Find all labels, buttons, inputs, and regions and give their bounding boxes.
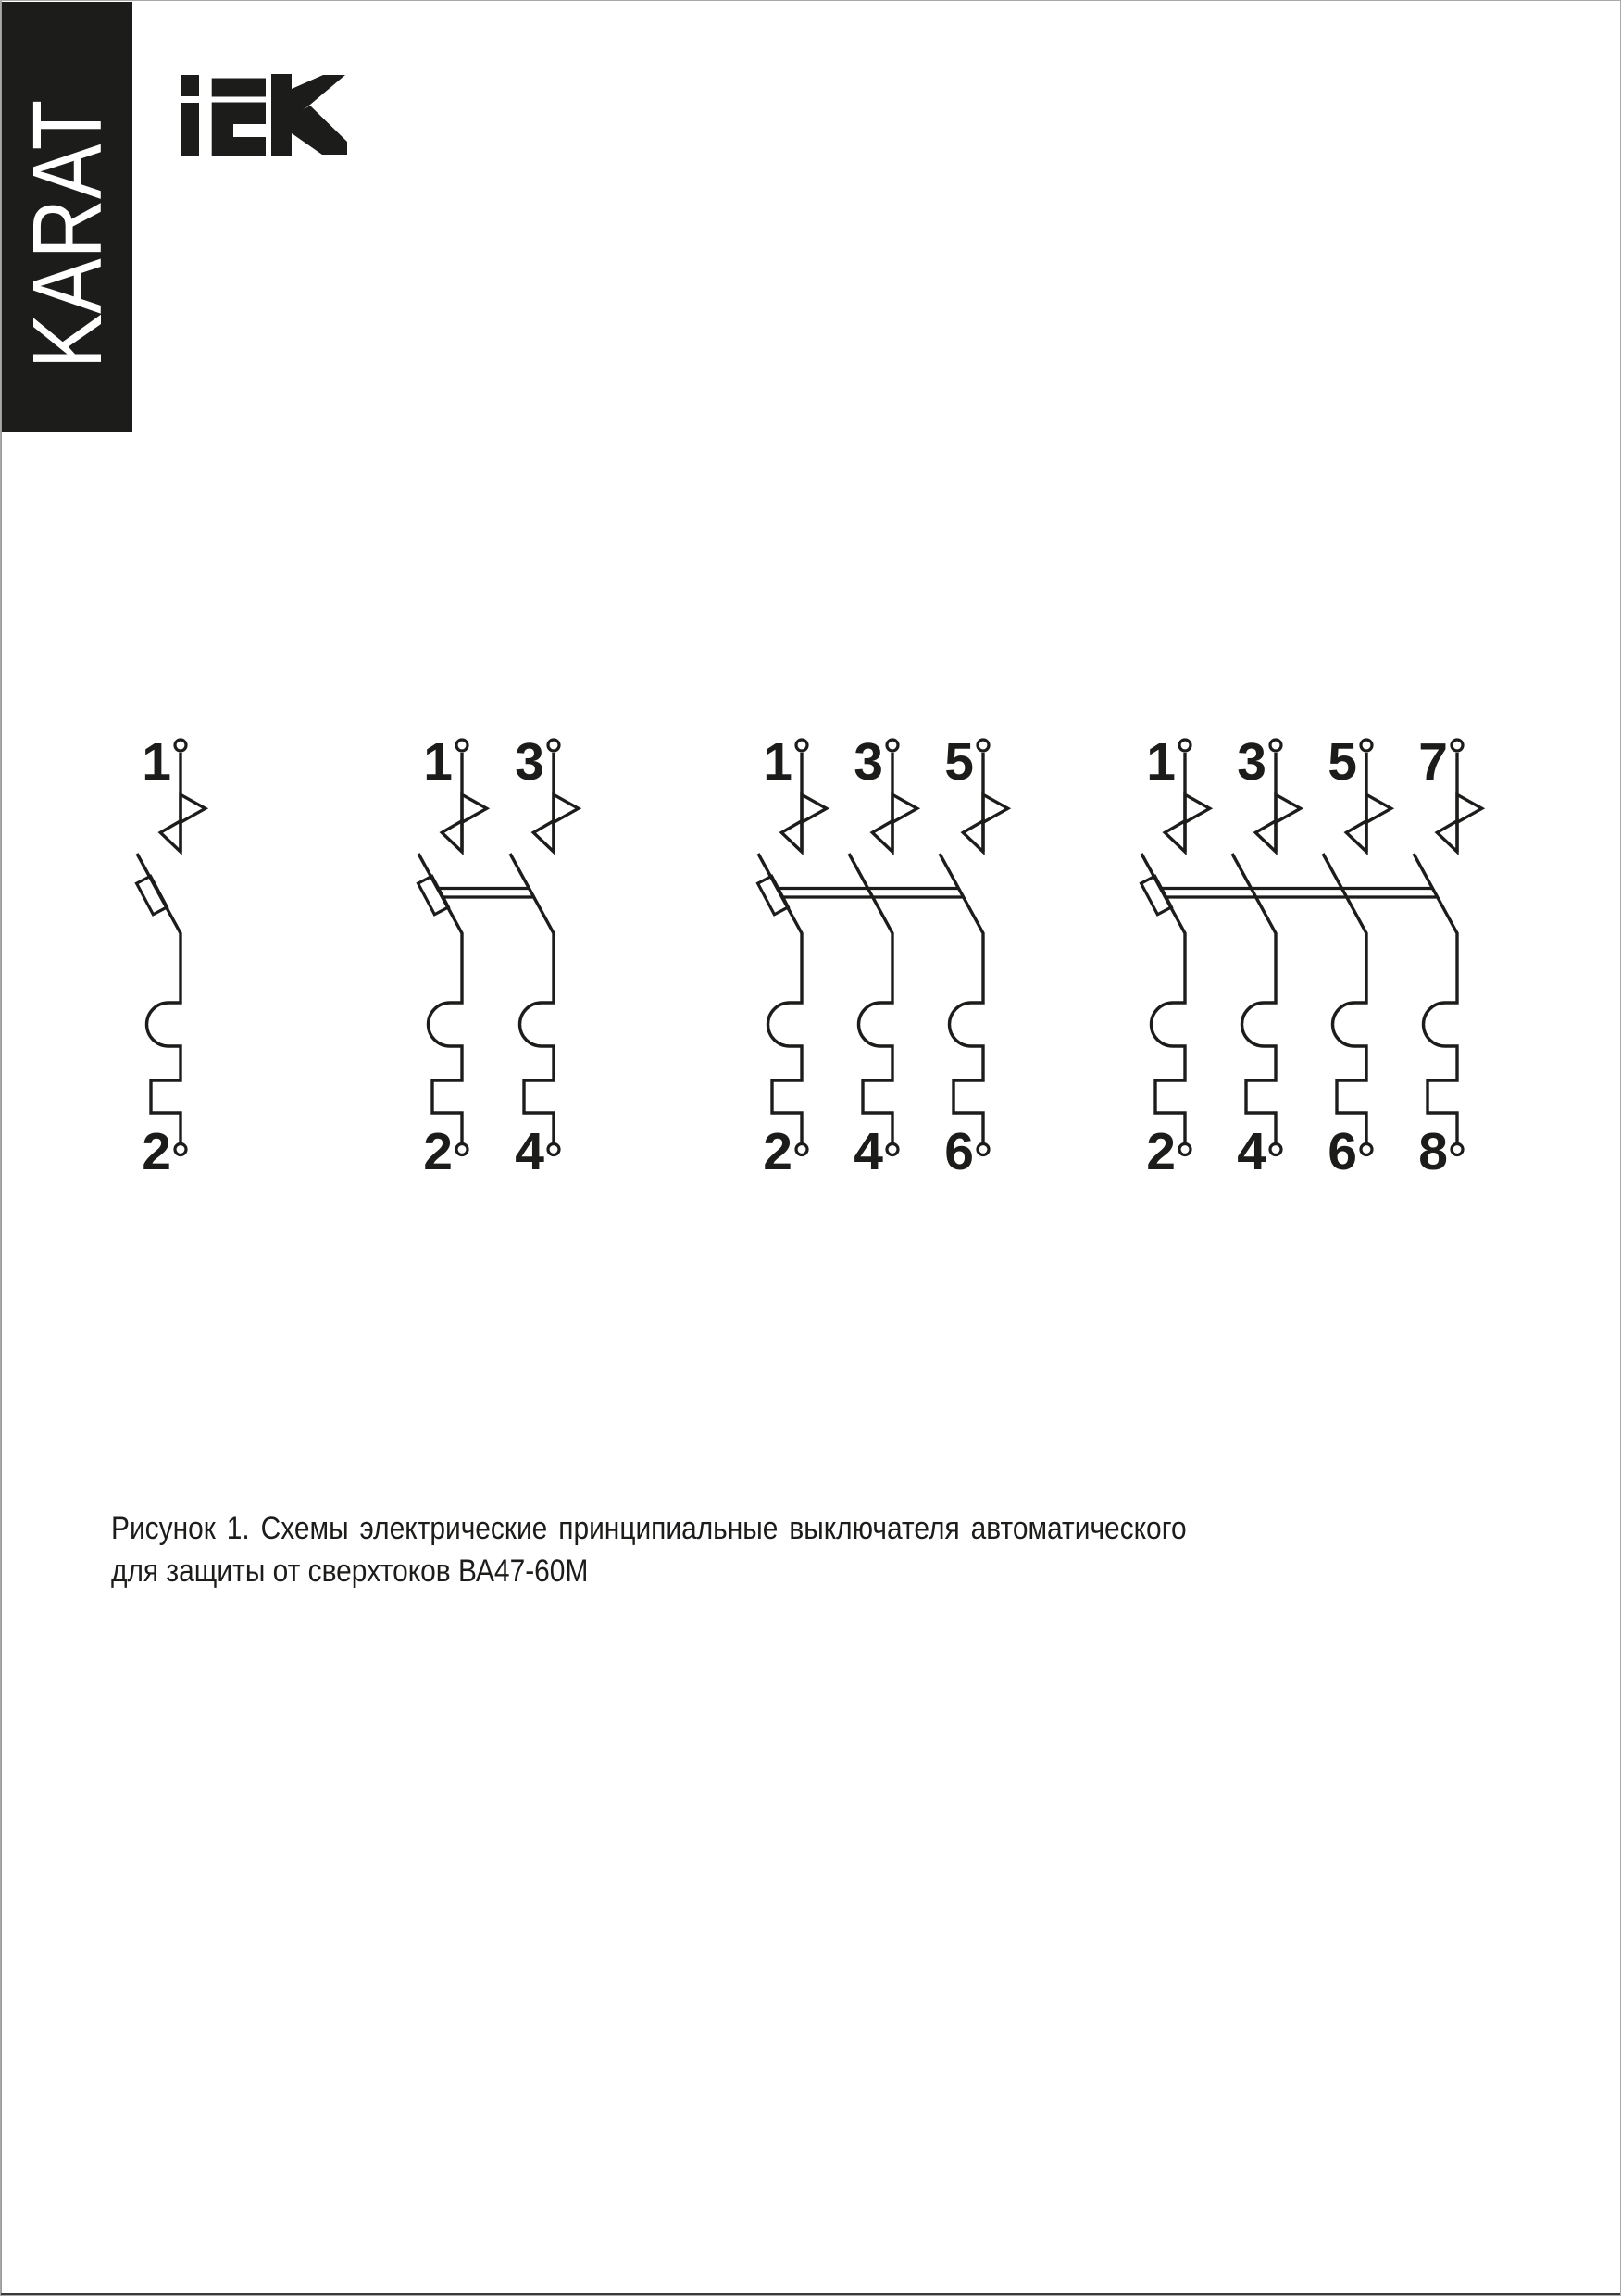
terminal-circle-top: [978, 740, 989, 751]
terminal-label-bottom: 2: [763, 1122, 792, 1181]
release-triangle-upper: [892, 794, 917, 822]
terminal-label-top: 7: [1418, 732, 1448, 792]
release-triangle-lower: [1346, 821, 1366, 852]
figure-caption: [111, 1507, 1187, 1592]
release-triangle-lower: [1165, 821, 1185, 852]
terminal-label-top: 1: [423, 732, 453, 792]
release-triangle-lower: [872, 821, 892, 852]
terminal-circle-bottom: [796, 1144, 807, 1155]
brand-karat-label: KARAT: [12, 99, 122, 369]
terminal-label-bottom: 6: [1328, 1122, 1357, 1181]
release-triangle-upper: [983, 794, 1008, 822]
terminal-circle-bottom: [1361, 1144, 1372, 1155]
release-triangle-upper: [181, 794, 206, 822]
terminal-label-top: 1: [1146, 732, 1176, 792]
terminal-circle-top: [796, 740, 807, 751]
terminal-circle-bottom: [1452, 1144, 1463, 1155]
terminal-circle-top: [175, 740, 186, 751]
terminal-circle-top: [887, 740, 898, 751]
terminal-label-top: 3: [854, 732, 883, 792]
terminal-label-bottom: 8: [1418, 1122, 1448, 1181]
release-triangle-lower: [781, 821, 802, 852]
terminal-label-top: 1: [142, 732, 171, 792]
release-triangle-lower: [963, 821, 983, 852]
release-triangle-lower: [1255, 821, 1276, 852]
terminal-circle-top: [1452, 740, 1463, 751]
terminal-circle-bottom: [1179, 1144, 1191, 1155]
terminal-label-bottom: 2: [1146, 1122, 1176, 1181]
terminal-circle-top: [1270, 740, 1281, 751]
terminal-label-top: 5: [944, 732, 974, 792]
caption-line-2: для защиты от сверхтоков ВА47-60М: [111, 1554, 589, 1589]
release-triangle-lower: [1437, 821, 1457, 852]
terminal-label-top: 3: [1237, 732, 1266, 792]
terminal-label-bottom: 4: [1237, 1122, 1266, 1181]
terminal-circle-top: [548, 740, 559, 751]
terminal-circle-top: [1179, 740, 1191, 751]
terminal-label-bottom: 6: [944, 1122, 974, 1181]
terminal-label-bottom: 4: [515, 1122, 544, 1181]
release-triangle-upper: [1457, 794, 1482, 822]
release-triangle-upper: [1185, 794, 1210, 822]
release-triangle-lower: [533, 821, 554, 852]
terminal-label-bottom: 2: [142, 1122, 171, 1181]
terminal-circle-bottom: [1270, 1144, 1281, 1155]
release-triangle-upper: [1366, 794, 1391, 822]
terminal-label-bottom: 4: [854, 1122, 883, 1181]
terminal-circle-top: [456, 740, 468, 751]
release-triangle-upper: [1276, 794, 1301, 822]
release-triangle-lower: [160, 821, 181, 852]
terminal-circle-bottom: [887, 1144, 898, 1155]
caption-line-1: Рисунок 1. Схемы электрические принципиальные выключателя автоматического: [111, 1511, 1187, 1546]
terminal-circle-bottom: [175, 1144, 186, 1155]
terminal-label-top: 1: [763, 732, 792, 792]
release-triangle-upper: [802, 794, 827, 822]
terminal-circle-bottom: [978, 1144, 989, 1155]
terminal-label-top: 3: [515, 732, 544, 792]
release-triangle-lower: [442, 821, 462, 852]
terminal-circle-bottom: [548, 1144, 559, 1155]
release-triangle-upper: [462, 794, 487, 822]
terminal-circle-top: [1361, 740, 1372, 751]
terminal-circle-bottom: [456, 1144, 468, 1155]
terminal-label-bottom: 2: [423, 1122, 453, 1181]
release-triangle-upper: [554, 794, 579, 822]
terminal-label-top: 5: [1328, 732, 1357, 792]
